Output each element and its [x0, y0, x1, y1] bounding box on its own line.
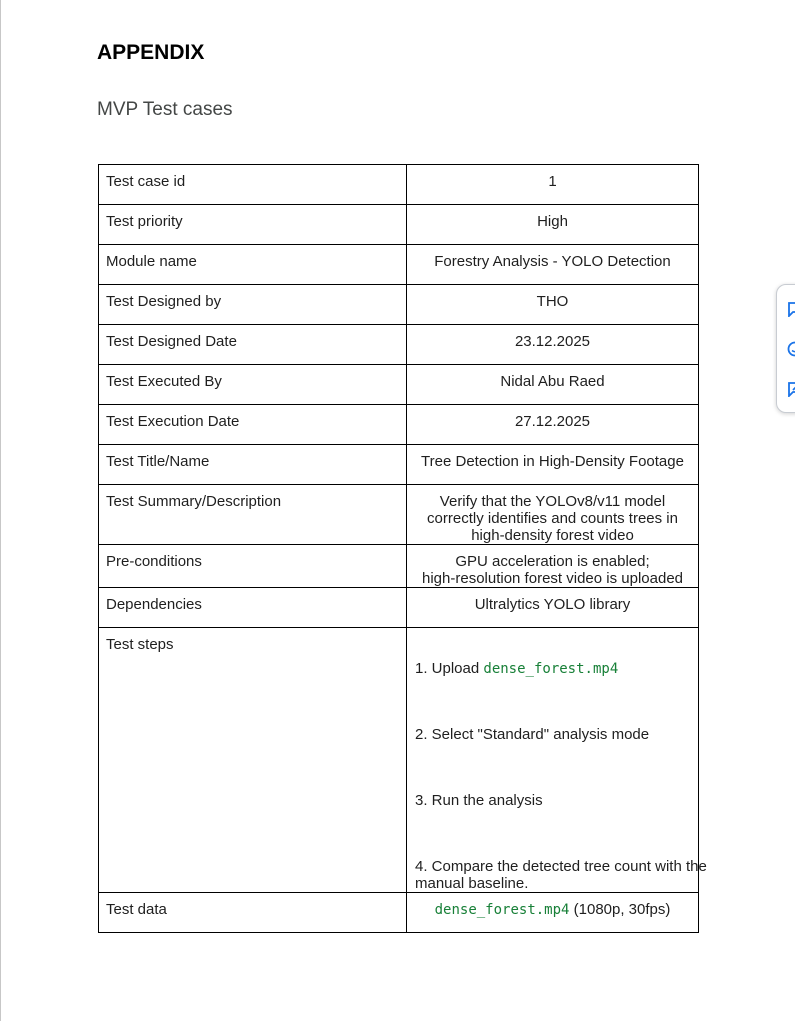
- row-value: 27.12.2025: [407, 405, 699, 445]
- row-value: [407, 545, 699, 588]
- step-text: 4. Compare the detected tree count with the manual baseline.: [415, 858, 707, 892]
- test-case-table: [98, 164, 707, 933]
- table-row: [99, 245, 699, 285]
- row-label: Test Designed Date: [99, 325, 407, 365]
- row-label: Pre-conditions: [99, 545, 407, 588]
- step-1: [415, 660, 690, 726]
- row-label: Test priority: [99, 205, 407, 245]
- table-row: [99, 285, 699, 325]
- table-row: [99, 205, 699, 245]
- precondition-line: high-resolution forest video is uploaded: [422, 570, 683, 587]
- row-label: Module name: [99, 245, 407, 285]
- steps-cell: [407, 628, 707, 893]
- spacer: [415, 636, 690, 660]
- row-value: High: [407, 205, 699, 245]
- row-value: Nidal Abu Raed: [407, 365, 699, 405]
- row-label: Test data: [99, 893, 407, 933]
- precondition-line: GPU acceleration is enabled;: [455, 553, 650, 570]
- row-value: THO: [407, 285, 699, 325]
- table-row: [99, 893, 699, 933]
- row-value: 23.12.2025: [407, 325, 699, 365]
- row-value: Ultralytics YOLO library: [407, 588, 699, 628]
- steps-label: Test steps: [99, 628, 407, 893]
- step-3: [415, 792, 690, 858]
- row-label: Test Designed by: [99, 285, 407, 325]
- file-name: dense_forest.mp4: [483, 661, 619, 677]
- table-row: [99, 165, 699, 205]
- test-data-suffix: (1080p, 30fps): [569, 901, 671, 918]
- row-label: Test Execution Date: [99, 405, 407, 445]
- row-value: Verify that the YOLOv8/v11 model correctly identifies and counts trees in high-density forest video: [407, 485, 699, 545]
- page-edge: [0, 0, 1, 1021]
- table-row: [99, 325, 699, 365]
- row-label: Test case id: [99, 165, 407, 205]
- table-row: [99, 628, 699, 893]
- section-subheading: MVP Test cases: [97, 99, 233, 120]
- row-label: Test Summary/Description: [99, 485, 407, 545]
- table-row: [99, 588, 699, 628]
- table-row: [99, 485, 699, 545]
- emoji-add-icon[interactable]: [787, 341, 795, 357]
- row-label: Test Title/Name: [99, 445, 407, 485]
- step-2: [415, 726, 690, 792]
- row-value: Forestry Analysis - YOLO Detection: [407, 245, 699, 285]
- table-row: [99, 405, 699, 445]
- row-label: Test Executed By: [99, 365, 407, 405]
- table-row: [99, 365, 699, 405]
- step-text: 1. Upload: [415, 660, 484, 677]
- row-value: Tree Detection in High-Density Footage: [407, 445, 699, 485]
- table-row: [99, 545, 699, 588]
- step-4: [415, 858, 707, 892]
- suggest-edit-icon[interactable]: [787, 381, 795, 397]
- step-text: 2. Select "Standard" analysis mode: [415, 726, 650, 743]
- table-row: [99, 445, 699, 485]
- comment-add-icon[interactable]: [787, 301, 795, 317]
- row-label: Dependencies: [99, 588, 407, 628]
- step-text: 3. Run the analysis: [415, 792, 543, 809]
- row-value: [407, 893, 699, 933]
- appendix-heading: APPENDIX: [97, 41, 205, 64]
- row-value: 1: [407, 165, 699, 205]
- floating-side-panel: [776, 284, 795, 413]
- file-name: dense_forest.mp4: [434, 902, 570, 918]
